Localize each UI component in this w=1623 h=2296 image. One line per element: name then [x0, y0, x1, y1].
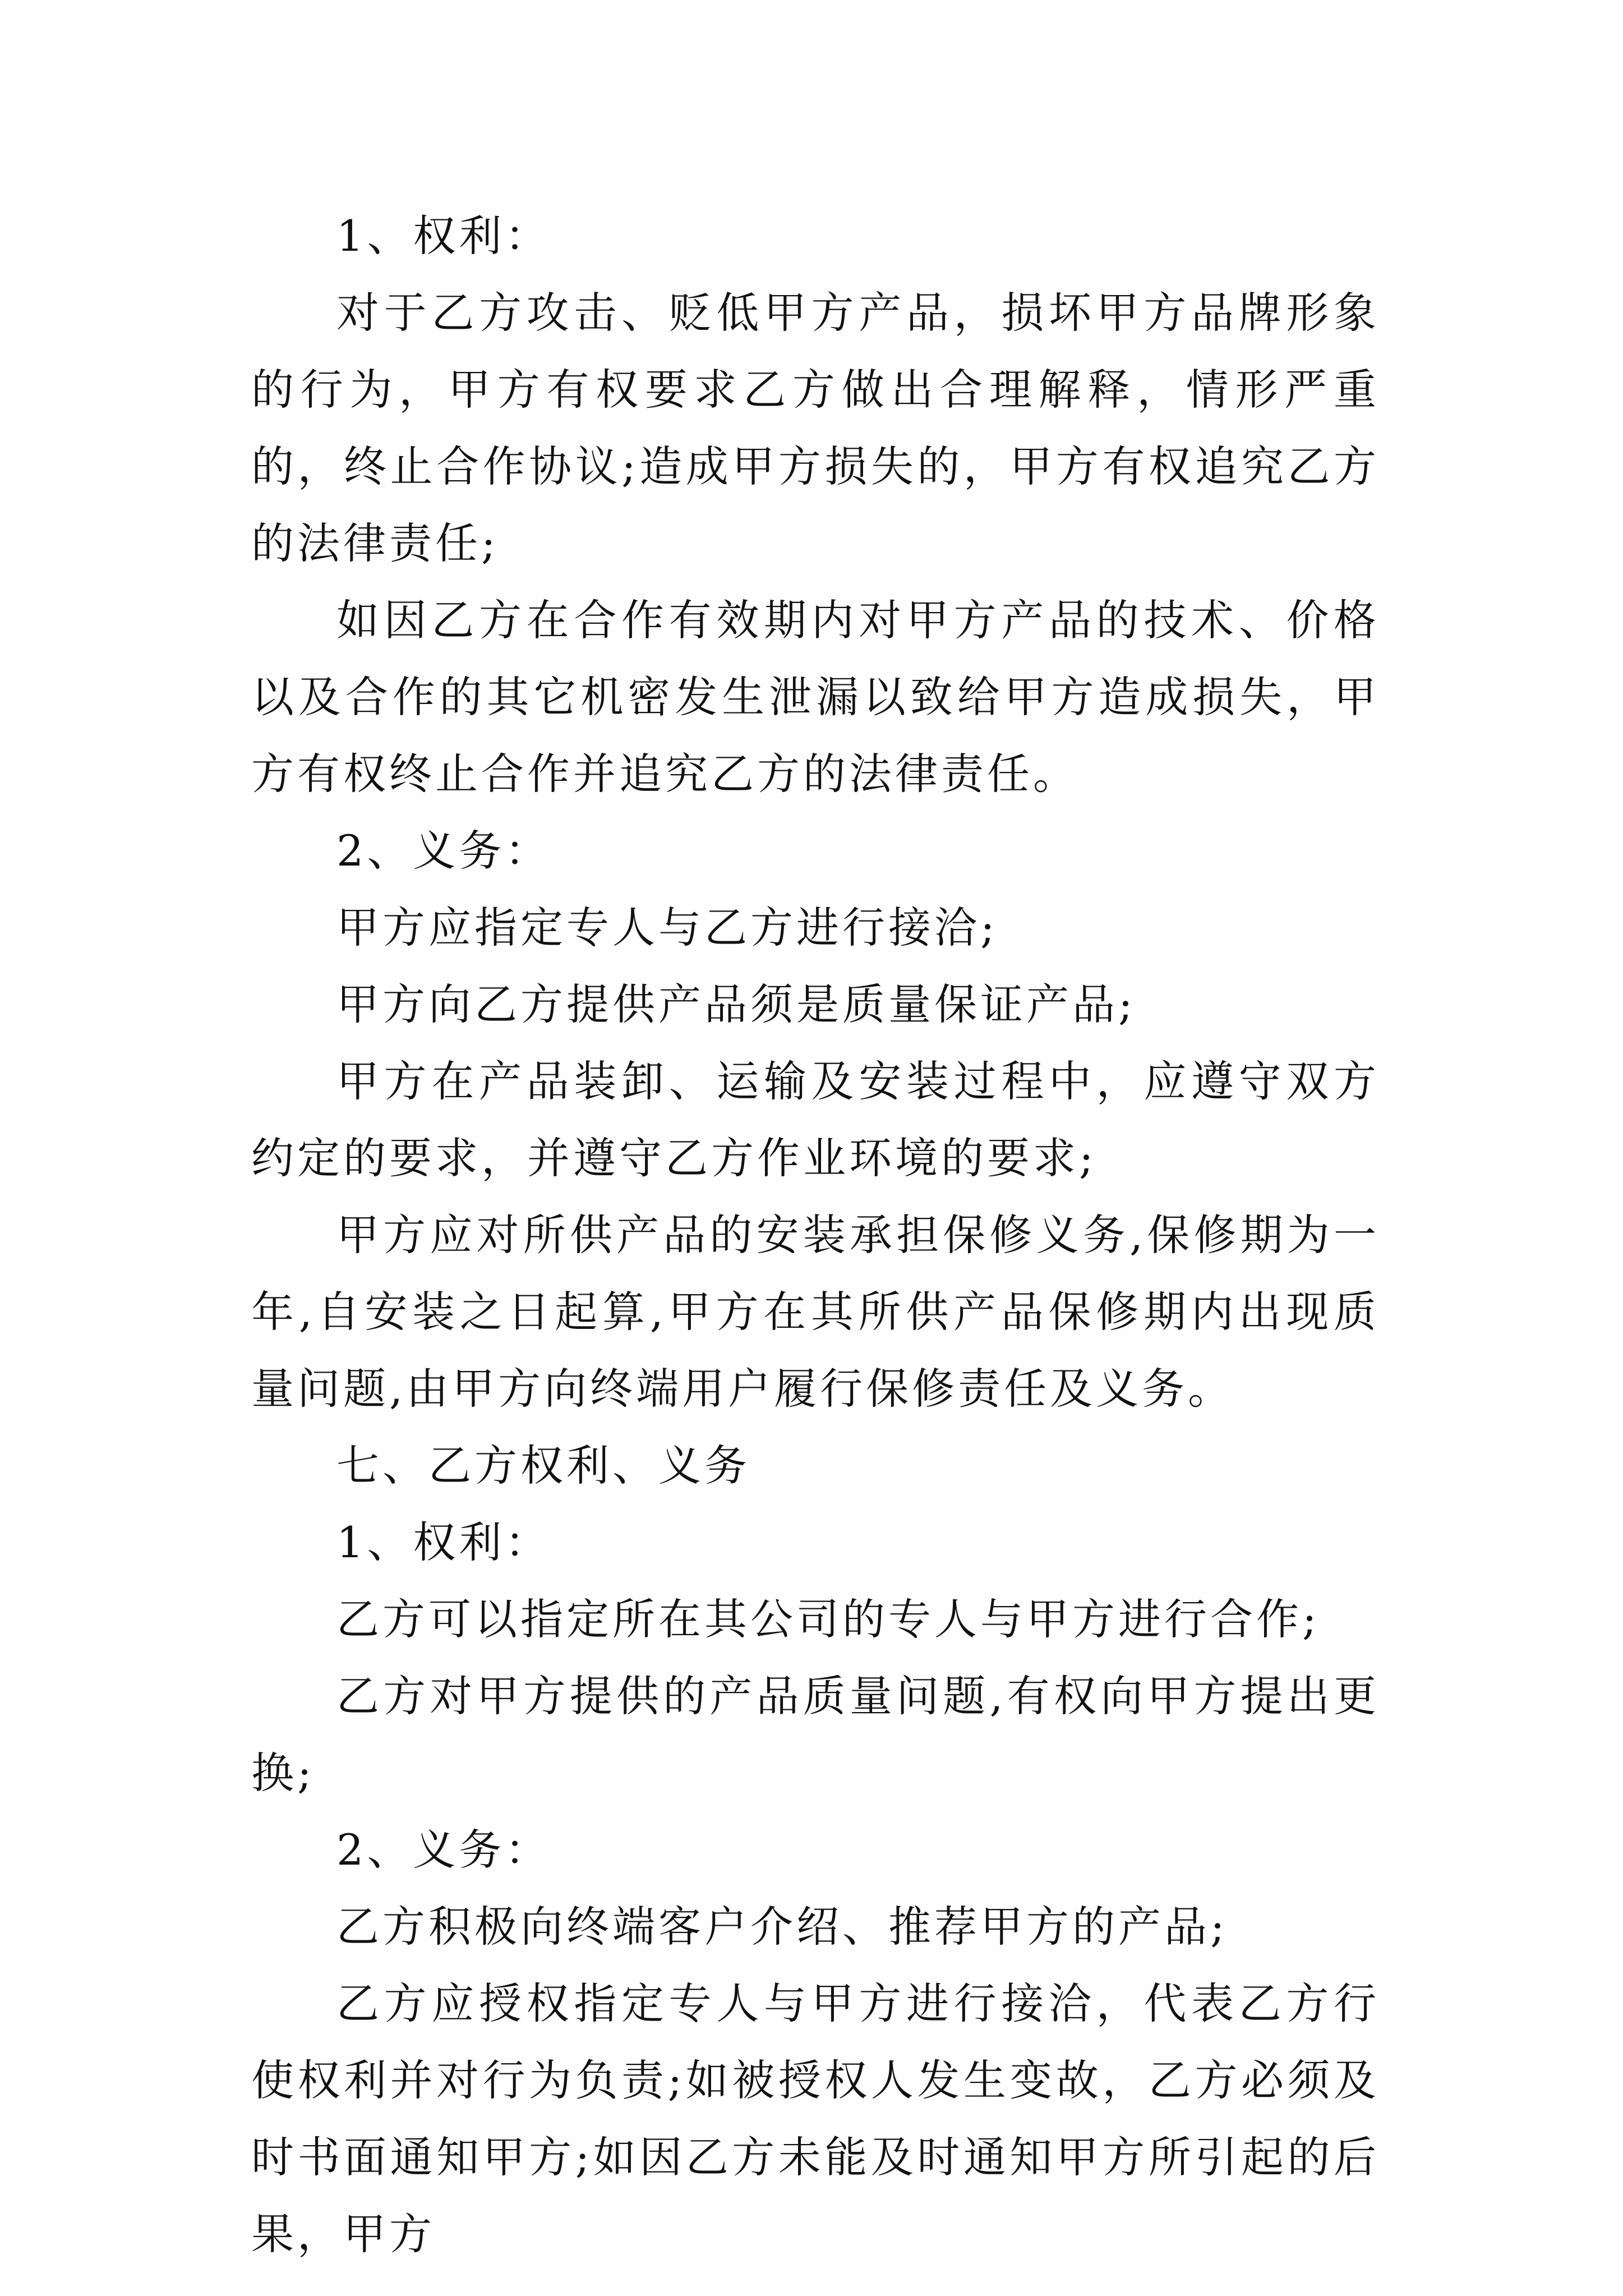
document-body [251, 197, 1380, 2272]
section-heading-obligations: 2、义务： [336, 826, 551, 876]
paragraph: 乙方对甲方提供的产品质量问题,有权向甲方提出更换; [251, 1671, 1380, 1798]
paragraph: 甲方应对所供产品的安装承担保修义务,保修期为一年,自安装之日起算,甲方在其所供产品保修期内出现质量问题,由甲方向终端用户履行保修责任及义务。 [251, 1210, 1380, 1414]
paragraph: 乙方应授权指定专人与甲方进行接洽，代表乙方行使权利并对行为负责;如被授权人发生变故，乙方必须及时书面通知甲方;如因乙方未能及时通知甲方所引起的后果，甲方 [251, 1978, 1380, 2259]
paragraph: 甲方向乙方提供产品须是质量保证产品; [336, 979, 1136, 1029]
section-heading-rights: 1、权利： [336, 1517, 551, 1567]
section-heading-obligations: 2、义务： [336, 1825, 551, 1875]
section-heading-rights: 1、权利： [336, 211, 551, 261]
section-heading-party-b: 七、乙方权利、义务 [336, 1441, 750, 1490]
paragraph: 对于乙方攻击、贬低甲方产品，损坏甲方品牌形象的行为，甲方有权要求乙方做出合理解释，情形严重的，终止合作协议;造成甲方损失的，甲方有权追究乙方的法律责任; [251, 288, 1380, 568]
paragraph: 乙方可以指定所在其公司的专人与甲方进行合作; [336, 1594, 1320, 1644]
paragraph: 甲方在产品装卸、运输及安装过程中，应遵守双方约定的要求，并遵守乙方作业环境的要求; [251, 1056, 1380, 1183]
paragraph: 甲方应指定专人与乙方进行接洽; [336, 903, 998, 953]
paragraph: 如因乙方在合作有效期内对甲方产品的技术、价格以及合作的其它机密发生泄漏以致给甲方造成损失，甲方有权终止合作并追究乙方的法律责任。 [251, 595, 1380, 799]
paragraph: 乙方积极向终端客户介绍、推荐甲方的产品; [336, 1902, 1228, 1952]
